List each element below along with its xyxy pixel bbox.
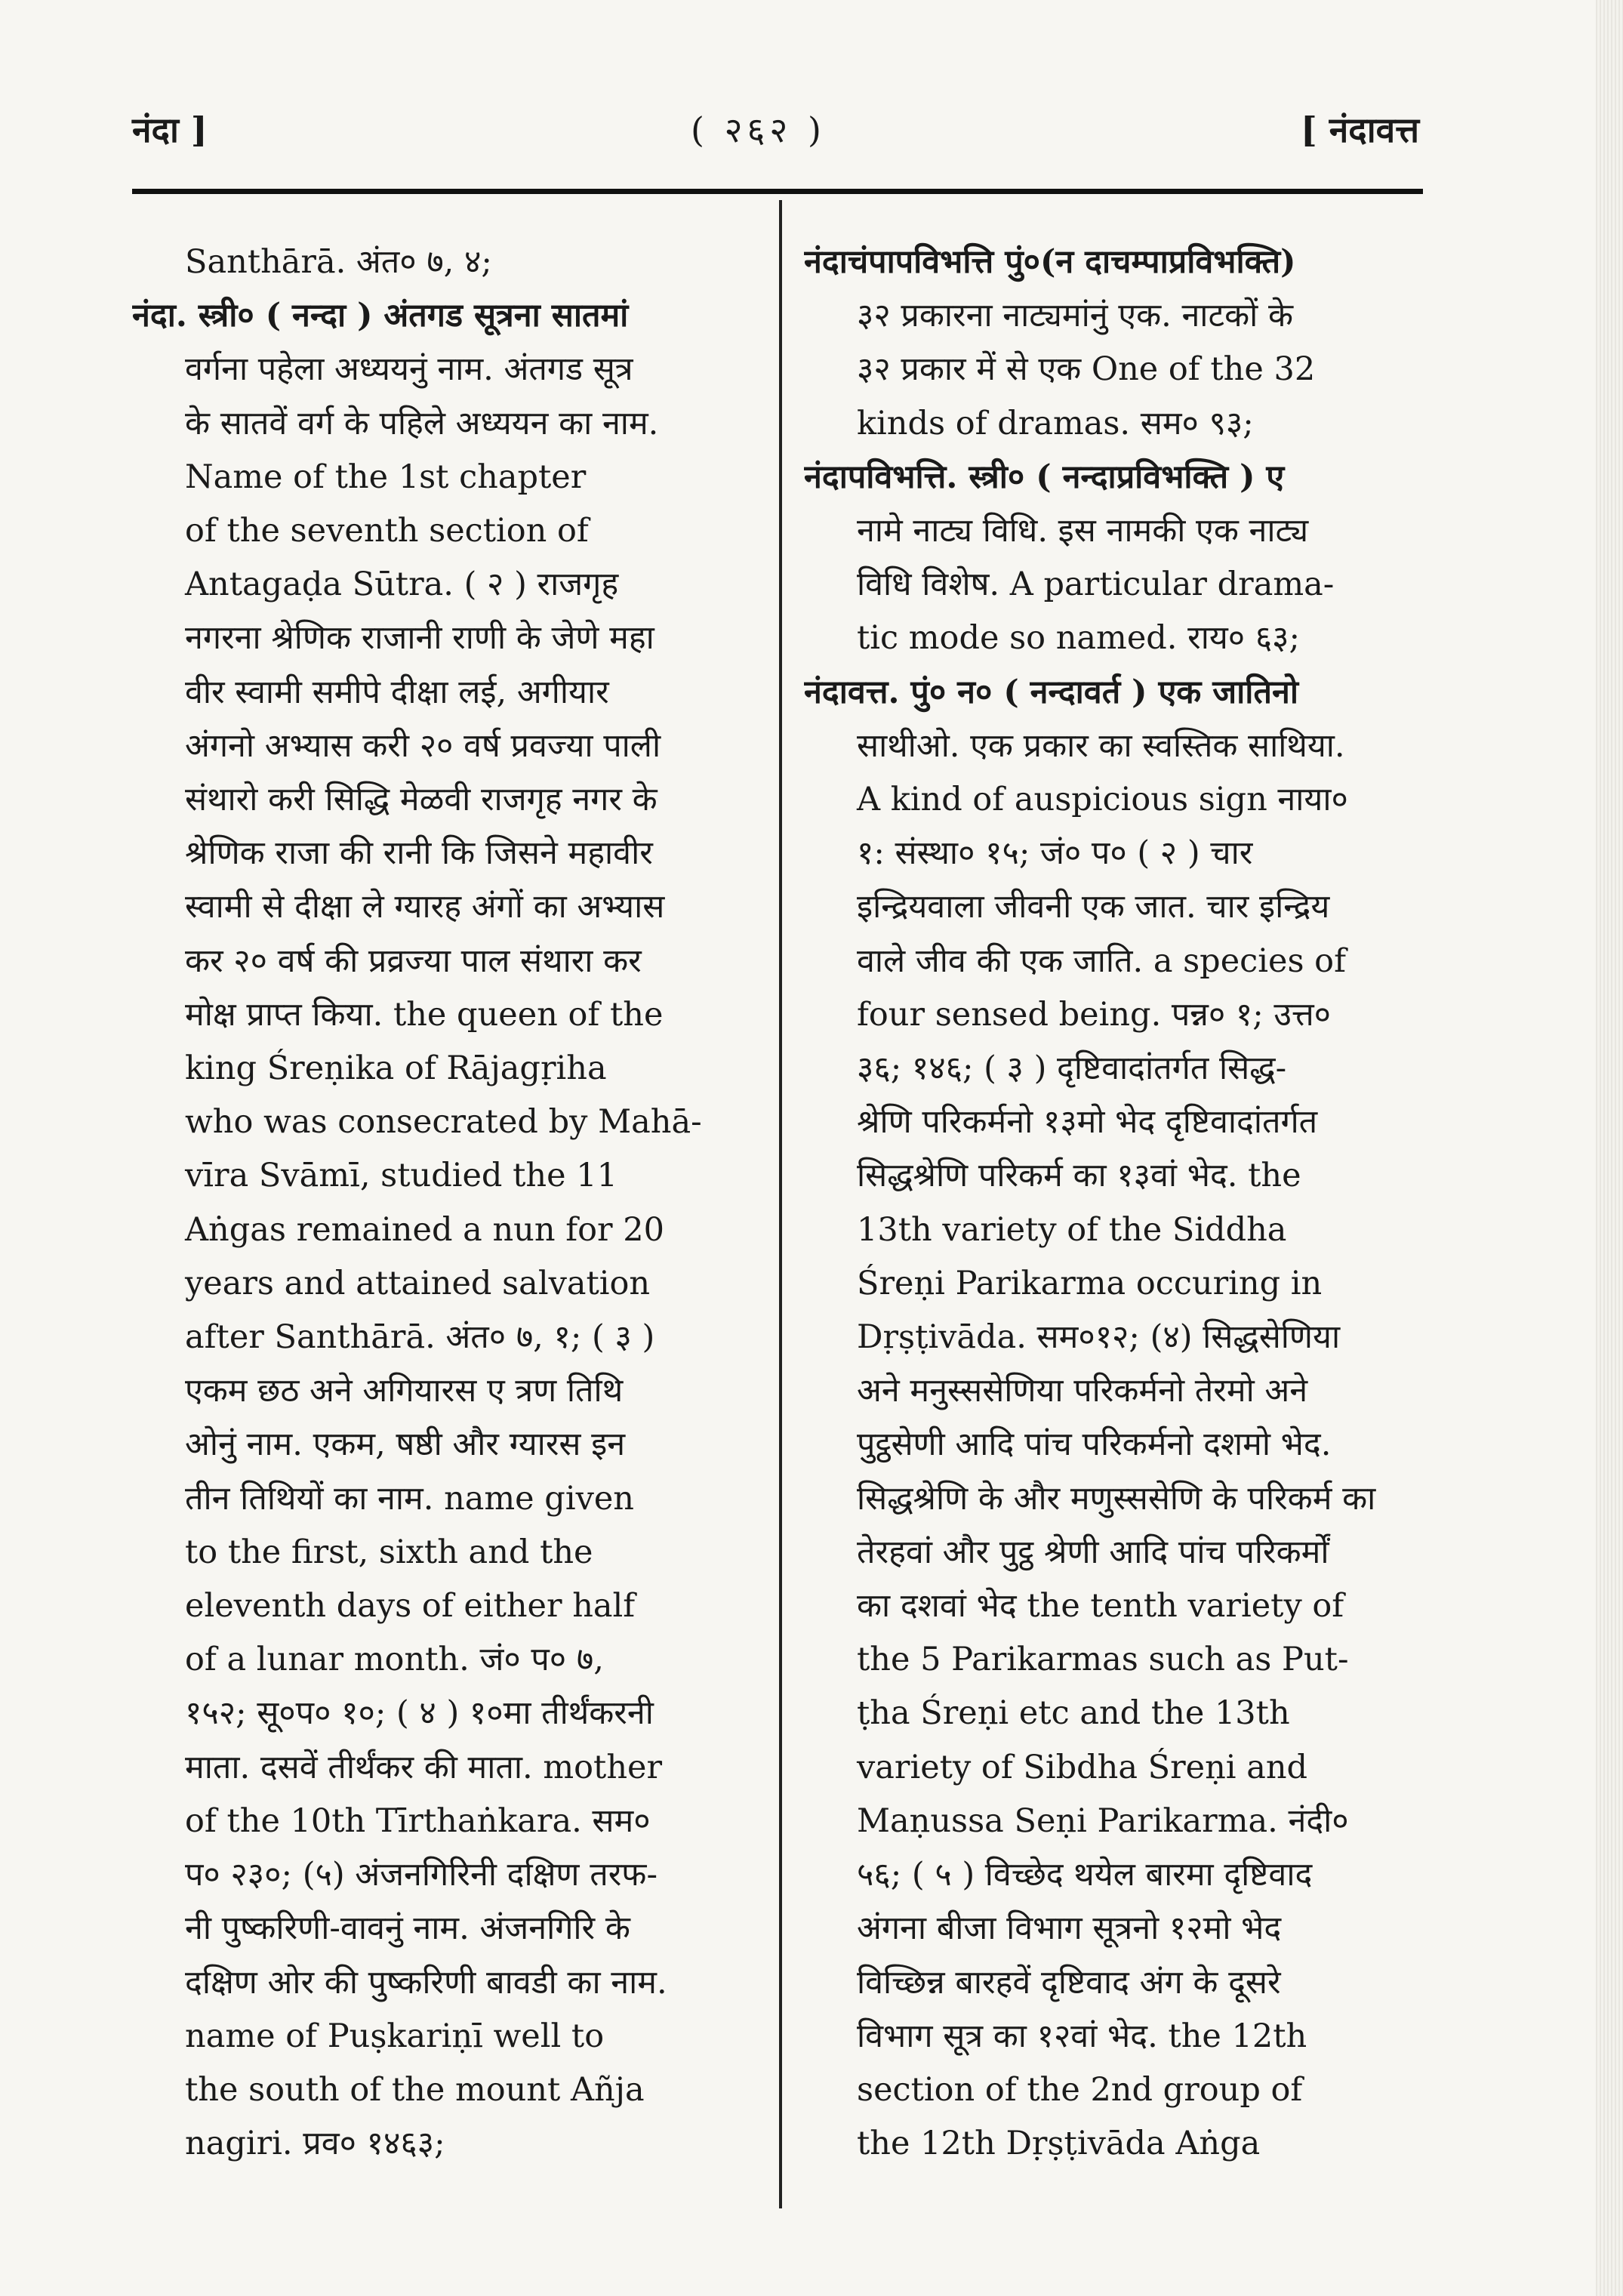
page-number: ( २६२ ) bbox=[691, 109, 826, 150]
text-line: प० २३०; (५) अंजनगिरिनी दक्षिण तरफ- bbox=[185, 1856, 658, 1894]
text-line: to the first, sixth and the bbox=[185, 1533, 593, 1571]
text-line: Dṛṣṭivāda. सम०१२; (४) सिद्धसेणिया bbox=[857, 1318, 1341, 1357]
text-line: विभाग सूत्र का १२वां भेद. the 12th bbox=[857, 2017, 1307, 2055]
text-line: कर २० वर्ष की प्रव्रज्या पाल संथारा कर bbox=[185, 942, 642, 980]
text-line: A kind of auspicious sign नाया० bbox=[857, 781, 1348, 819]
text-line: the south of the mount Añja bbox=[185, 2070, 645, 2109]
text-line: the 5 Parikarmas such as Put- bbox=[857, 1641, 1349, 1679]
entry-headword-line: नंदाचंपापविभत्ति पुं०(न दाचम्पाप्रविभक्ति) bbox=[804, 243, 1296, 281]
text-line: अने मनुस्ससेणिया परिकर्मनो तेरमो अने bbox=[857, 1372, 1308, 1410]
header-rule bbox=[132, 189, 1423, 194]
text-line: संथारो करी सिद्धि मेळवी राजगृह नगर के bbox=[185, 781, 658, 819]
text-line: विच्छिन्न बारहवें दृष्टिवाद अंग के दूसरे bbox=[857, 1963, 1281, 2002]
text-line: Aṅgas remained a nun for 20 bbox=[185, 1210, 664, 1249]
text-line: after Santhārā. अंत० ७, १; ( ३ ) bbox=[185, 1318, 655, 1357]
text-line: १५२; सू०प० १०; ( ४ ) १०मा तीर्थंकरनी bbox=[185, 1694, 654, 1733]
text-line: तेरहवां और पुट्ठ श्रेणी आदि पांच परिकर्मों bbox=[857, 1533, 1329, 1571]
text-line: १: संस्था० १५; जं० प० ( २ ) चार bbox=[857, 834, 1253, 873]
text-line: एकम छठ अने अगियारस ए त्रण तिथि bbox=[185, 1372, 624, 1410]
text-line: मोक्ष प्राप्त किया. the queen of the bbox=[185, 995, 664, 1034]
text-line: Śreṇi Parikarma occuring in bbox=[857, 1264, 1323, 1302]
page-header bbox=[132, 106, 1419, 159]
text-line: variety of Sibdha Śreṇi and bbox=[857, 1748, 1308, 1786]
text-line: eleventh days of either half bbox=[185, 1587, 636, 1626]
left-column bbox=[132, 236, 759, 2171]
text-line: वर्गना पहेला अध्ययनुं नाम. अंतगड सूत्र bbox=[185, 350, 633, 389]
text-line: nagiri. प्रव० १४६३; bbox=[185, 2125, 445, 2163]
text-line: का दशवां भेद the tenth variety of bbox=[857, 1587, 1344, 1626]
text-line: ३२ प्रकारना नाट्यमांनुं एक. नाटकों के bbox=[857, 297, 1293, 335]
text-line: of the 10th Tīrthaṅkara. सम० bbox=[185, 1801, 651, 1840]
text-line: अंगनो अभ्यास करी २० वर्ष प्रवज्या पाली bbox=[185, 726, 661, 765]
column-divider bbox=[779, 200, 782, 2208]
text-line: वाले जीव की एक जाति. a species of bbox=[857, 942, 1346, 980]
text-line: Maṇussa Seṇi Parikarma. नंदी० bbox=[857, 1801, 1349, 1840]
entry-headword-line: नंदापविभत्ति. स्त्री० ( नन्दाप्रविभक्ति ) ए bbox=[804, 458, 1285, 496]
text-line: Antagaḍa Sūtra. ( २ ) राजगृह bbox=[185, 566, 619, 604]
text-line: 13th variety of the Siddha bbox=[857, 1210, 1287, 1249]
text-line: इन्द्रियवाला जीवनी एक जात. चार इन्द्रिय bbox=[857, 888, 1330, 926]
text-line: ३२ प्रकार में से एक One of the 32 bbox=[857, 350, 1316, 389]
entry-headword-line: नंदावत्त. पुं० न० ( नन्दावर्त ) एक जातिनो bbox=[804, 673, 1298, 711]
text-line: के सातवें वर्ग के पहिले अध्ययन का नाम. bbox=[185, 404, 659, 442]
text-line: साथीओ. एक प्रकार का स्वस्तिक साथिया. bbox=[857, 726, 1345, 765]
right-column bbox=[804, 236, 1423, 2171]
header-left-guideword: नंदा ] bbox=[132, 109, 208, 150]
text-line: नामे नाट्य विधि. इस नामकी एक नाट्य bbox=[857, 512, 1309, 550]
text-line: kinds of dramas. सम० ९३; bbox=[857, 404, 1254, 442]
text-line: ṭha Śreṇi etc and the 13th bbox=[857, 1694, 1290, 1733]
text-line: Name of the 1st chapter bbox=[185, 458, 587, 496]
page-edge bbox=[1596, 0, 1623, 2296]
text-line: श्रेणि परिकर्मनो १३मो भेद दृष्टिवादांतर्गत bbox=[857, 1103, 1318, 1142]
text-line: विधि विशेष. A particular drama- bbox=[857, 566, 1335, 604]
text-line: who was consecrated by Mahā- bbox=[185, 1103, 702, 1142]
text-line: four sensed being. पन्न० १; उत्त० bbox=[857, 995, 1332, 1034]
text-line: अंगना बीजा विभाग सूत्रनो १२मो भेद bbox=[857, 1909, 1282, 1948]
text-line: ३६; १४६; ( ३ ) दृष्टिवादांतर्गत सिद्ध- bbox=[857, 1049, 1287, 1088]
text-line: of the seventh section of bbox=[185, 512, 589, 550]
text-line: vīra Svāmī, studied the 11 bbox=[185, 1157, 617, 1195]
text-line: माता. दसवें तीर्थंकर की माता. mother bbox=[185, 1748, 663, 1786]
text-line: सिद्धश्रेणि परिकर्म का १३वां भेद. the bbox=[857, 1157, 1301, 1195]
text-line: स्वामी से दीक्षा ले ग्यारह अंगों का अभ्यास bbox=[185, 888, 665, 926]
text-line: tic mode so named. राय० ६३; bbox=[857, 619, 1301, 658]
text-line: Santhārā. अंत० ७, ४; bbox=[185, 243, 492, 281]
text-line: king Śreṇika of Rājagṛiha bbox=[185, 1049, 607, 1088]
text-line: section of the 2nd group of bbox=[857, 2070, 1303, 2109]
text-line: नगरना श्रेणिक राजानी राणी के जेणे महा bbox=[185, 619, 654, 658]
text-line: वीर स्वामी समीपे दीक्षा लई, अगीयार bbox=[185, 673, 609, 711]
text-line: the 12th Dṛṣṭivāda Aṅga bbox=[857, 2125, 1261, 2163]
text-line: नी पुष्करिणी-वावनुं नाम. अंजनगिरि के bbox=[185, 1909, 630, 1948]
text-line: name of Puṣkariṇī well to bbox=[185, 2017, 605, 2055]
text-line: श्रेणिक राजा की रानी कि जिसने महावीर bbox=[185, 834, 653, 873]
text-line: of a lunar month. जं० प० ७, bbox=[185, 1641, 604, 1679]
text-line: पुट्ठसेणी आदि पांच परिकर्मनो दशमो भेद. bbox=[857, 1425, 1332, 1464]
text-line: ५६; ( ५ ) विच्छेद थयेल बारमा दृष्टिवाद bbox=[857, 1856, 1313, 1894]
header-right-guideword: [ नंदावत्त bbox=[1300, 109, 1419, 150]
text-line: years and attained salvation bbox=[185, 1264, 651, 1302]
entry-headword-line: नंदा. स्त्री० ( नन्दा ) अंतगड सूत्रना सातमां bbox=[132, 297, 629, 335]
text-line: सिद्धश्रेणि के और मणुस्ससेणि के परिकर्म का bbox=[857, 1479, 1376, 1518]
text-line: दक्षिण ओर की पुष्करिणी बावडी का नाम. bbox=[185, 1963, 667, 2002]
text-line: ओनुं नाम. एकम, षष्ठी और ग्यारस इन bbox=[185, 1425, 626, 1464]
text-line: तीन तिथियों का नाम. name given bbox=[185, 1479, 635, 1518]
